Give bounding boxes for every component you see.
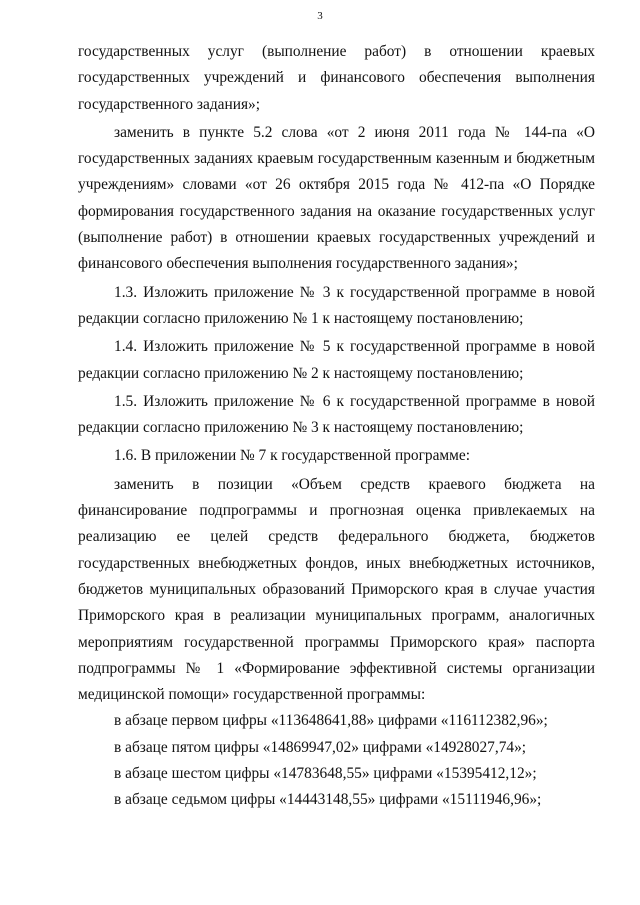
replacement-line-1: в абзаце первом цифры «113648641,88» цифрами «116112382,96»; bbox=[114, 712, 548, 730]
page-number: 3 bbox=[317, 10, 323, 22]
paragraph-item-1-3: 1.3. Изложить приложение № 3 к государственной программе в новой редакции согласно приложению № 1 к настоящему постановлению; bbox=[78, 283, 595, 327]
paragraph-continuation: государственных услуг (выполнение работ) в отношении краевых государственных учреждений и финансового обеспечения выполнения государственного задания»; bbox=[78, 43, 595, 113]
paragraph-item-1-4: 1.4. Изложить приложение № 5 к государственной программе в новой редакции согласно приложению № 2 к настоящему постановлению; bbox=[78, 338, 595, 382]
replacement-line-2: в абзаце пятом цифры «14869947,02» цифрами «14928027,74»; bbox=[114, 738, 527, 756]
paragraph-replace-position: заменить в позиции «Объем средств краевого бюджета на финансирование подпрограммы и прогнозная оценка привлекаемых на реализацию ее целей средств федерального бюджета, бюджетов государственных внебюджетных фондов, иных внебюджетных источников, бюджетов муниципальных образований Приморского края в случае участия Приморского края в реализации муниципальных программ, аналогичных мероприятиям государственной программы Приморского края» паспорта подпрограммы № 1 «Формирование эффективной системы организации медицинской помощи» государственной программы: bbox=[78, 475, 595, 704]
replacement-line-4: в абзаце седьмом цифры «14443148,55» цифрами «15111946,96»; bbox=[114, 791, 542, 809]
replacement-line-3: в абзаце шестом цифры «14783648,55» цифрами «15395412,12»; bbox=[114, 765, 537, 783]
paragraph-item-1-6: 1.6. В приложении № 7 к государственной программе: bbox=[114, 447, 471, 465]
paragraph-item-1-5: 1.5. Изложить приложение № 6 к государственной программе в новой редакции согласно приложению № 3 к настоящему постановлению; bbox=[78, 392, 595, 437]
paragraph-replace-clause: заменить в пункте 5.2 слова «от 2 июня 2011 года № 144-па «О государственных заданиях краевым государственным казенным и бюджетным учреждениям» словами «от 26 октября 2015 года № 412-па «О Порядке формирования государственного задания на оказание государственных услуг (выполнение работ) в отношении краевых государственных учреждений и финансового обеспечения выполнения государственного задания»; bbox=[78, 123, 595, 273]
document-body bbox=[78, 39, 595, 814]
